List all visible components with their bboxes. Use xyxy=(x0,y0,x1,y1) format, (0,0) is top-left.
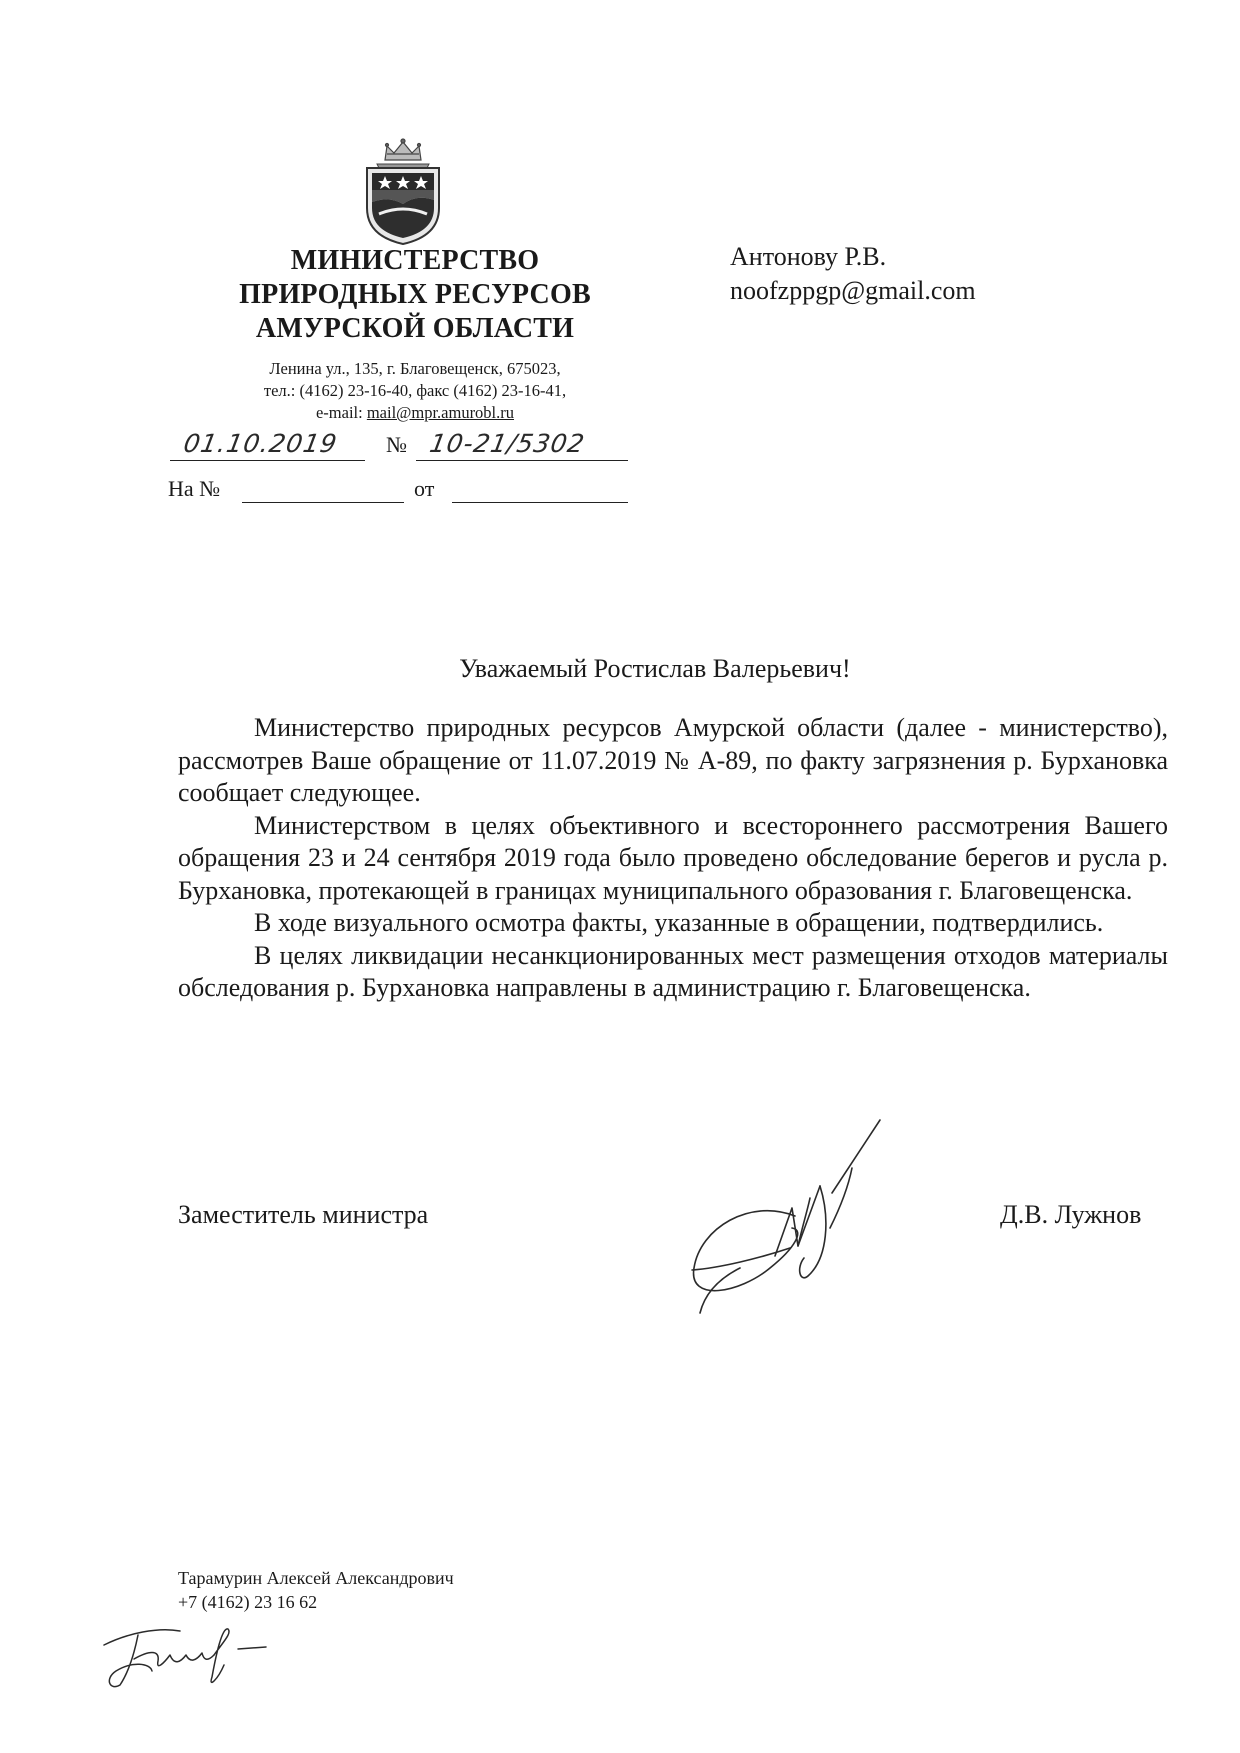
signer-name: Д.В. Лужнов xyxy=(1000,1200,1142,1229)
registration-date: 01.10.2019 xyxy=(181,429,340,458)
letter-paragraph-4: В целях ликвидации несанкционированных мест размещения отходов материалы обследования р. Бурхановка направлены в администрацию г. Благовещенска. xyxy=(178,940,1168,1002)
ministry-title-line-3: АМУРСКОЙ ОБЛАСТИ xyxy=(255,313,575,344)
reference-number-label: На № xyxy=(168,476,221,501)
coat-of-arms-icon xyxy=(357,138,449,246)
registration-number-label: № xyxy=(386,432,407,457)
handwritten-signature-icon xyxy=(680,1118,900,1323)
recipient-name: Антонову Р.В. xyxy=(730,242,887,271)
ministry-title-line-2: ПРИРОДНЫХ РЕСУРСОВ xyxy=(239,279,591,310)
letter-paragraph-3: В ходе визуального осмотра факты, указанные в обращении, подтвердились. xyxy=(254,908,1104,937)
ministry-title-line-1: МИНИСТЕРСТВО xyxy=(290,245,540,276)
ministry-address: Ленина ул., 135, г. Благовещенск, 675023, xyxy=(269,359,561,378)
letter-greeting: Уважаемый Ростислав Валерьевич! xyxy=(459,654,851,683)
executor-block xyxy=(178,1566,454,1614)
registration-number-field xyxy=(416,430,628,461)
ministry-contacts xyxy=(170,358,660,424)
reference-date-label: от xyxy=(414,476,435,501)
letter-body xyxy=(178,712,1168,1005)
ministry-email-link[interactable]: mail@mpr.amurobl.ru xyxy=(366,403,515,422)
ministry-title xyxy=(170,244,660,346)
signer-position: Заместитель министра xyxy=(178,1200,429,1229)
executor-name: Тарамурин Алексей Александрович xyxy=(178,1568,454,1588)
recipient-email[interactable]: noofzppgp@gmail.com xyxy=(730,276,976,305)
registration-number: 10-21/5302 xyxy=(427,429,588,458)
letter-paragraph-2: Министерством в целях объективного и всестороннего рассмотрения Вашего обращения 23 и 24 сентября 2019 года было проведено обследование берегов и русла р. Бурхановка, протекающей в границах муниципального образования г. Благовещенска. xyxy=(178,810,1168,905)
letter-paragraph-1: Министерство природных ресурсов Амурской области (далее - министерство), рассмотрев Ваше обращение от 11.07.2019 № А-89, по факту загрязнения р. Бурхановка сообщает следующее. xyxy=(178,713,1168,807)
ministry-email-label: e-mail: xyxy=(315,403,367,422)
reference-date-blank xyxy=(452,502,628,503)
ministry-phones: тел.: (4162) 23-16-40, факс (4162) 23-16-41, xyxy=(263,381,567,400)
recipient-block xyxy=(730,240,976,308)
reference-number-blank xyxy=(242,502,404,503)
executor-phone[interactable]: +7 (4162) 23 16 62 xyxy=(178,1592,318,1612)
executor-signature-icon xyxy=(98,1615,288,1691)
registration-date-field xyxy=(170,430,365,461)
ministry-email-line xyxy=(170,402,660,424)
